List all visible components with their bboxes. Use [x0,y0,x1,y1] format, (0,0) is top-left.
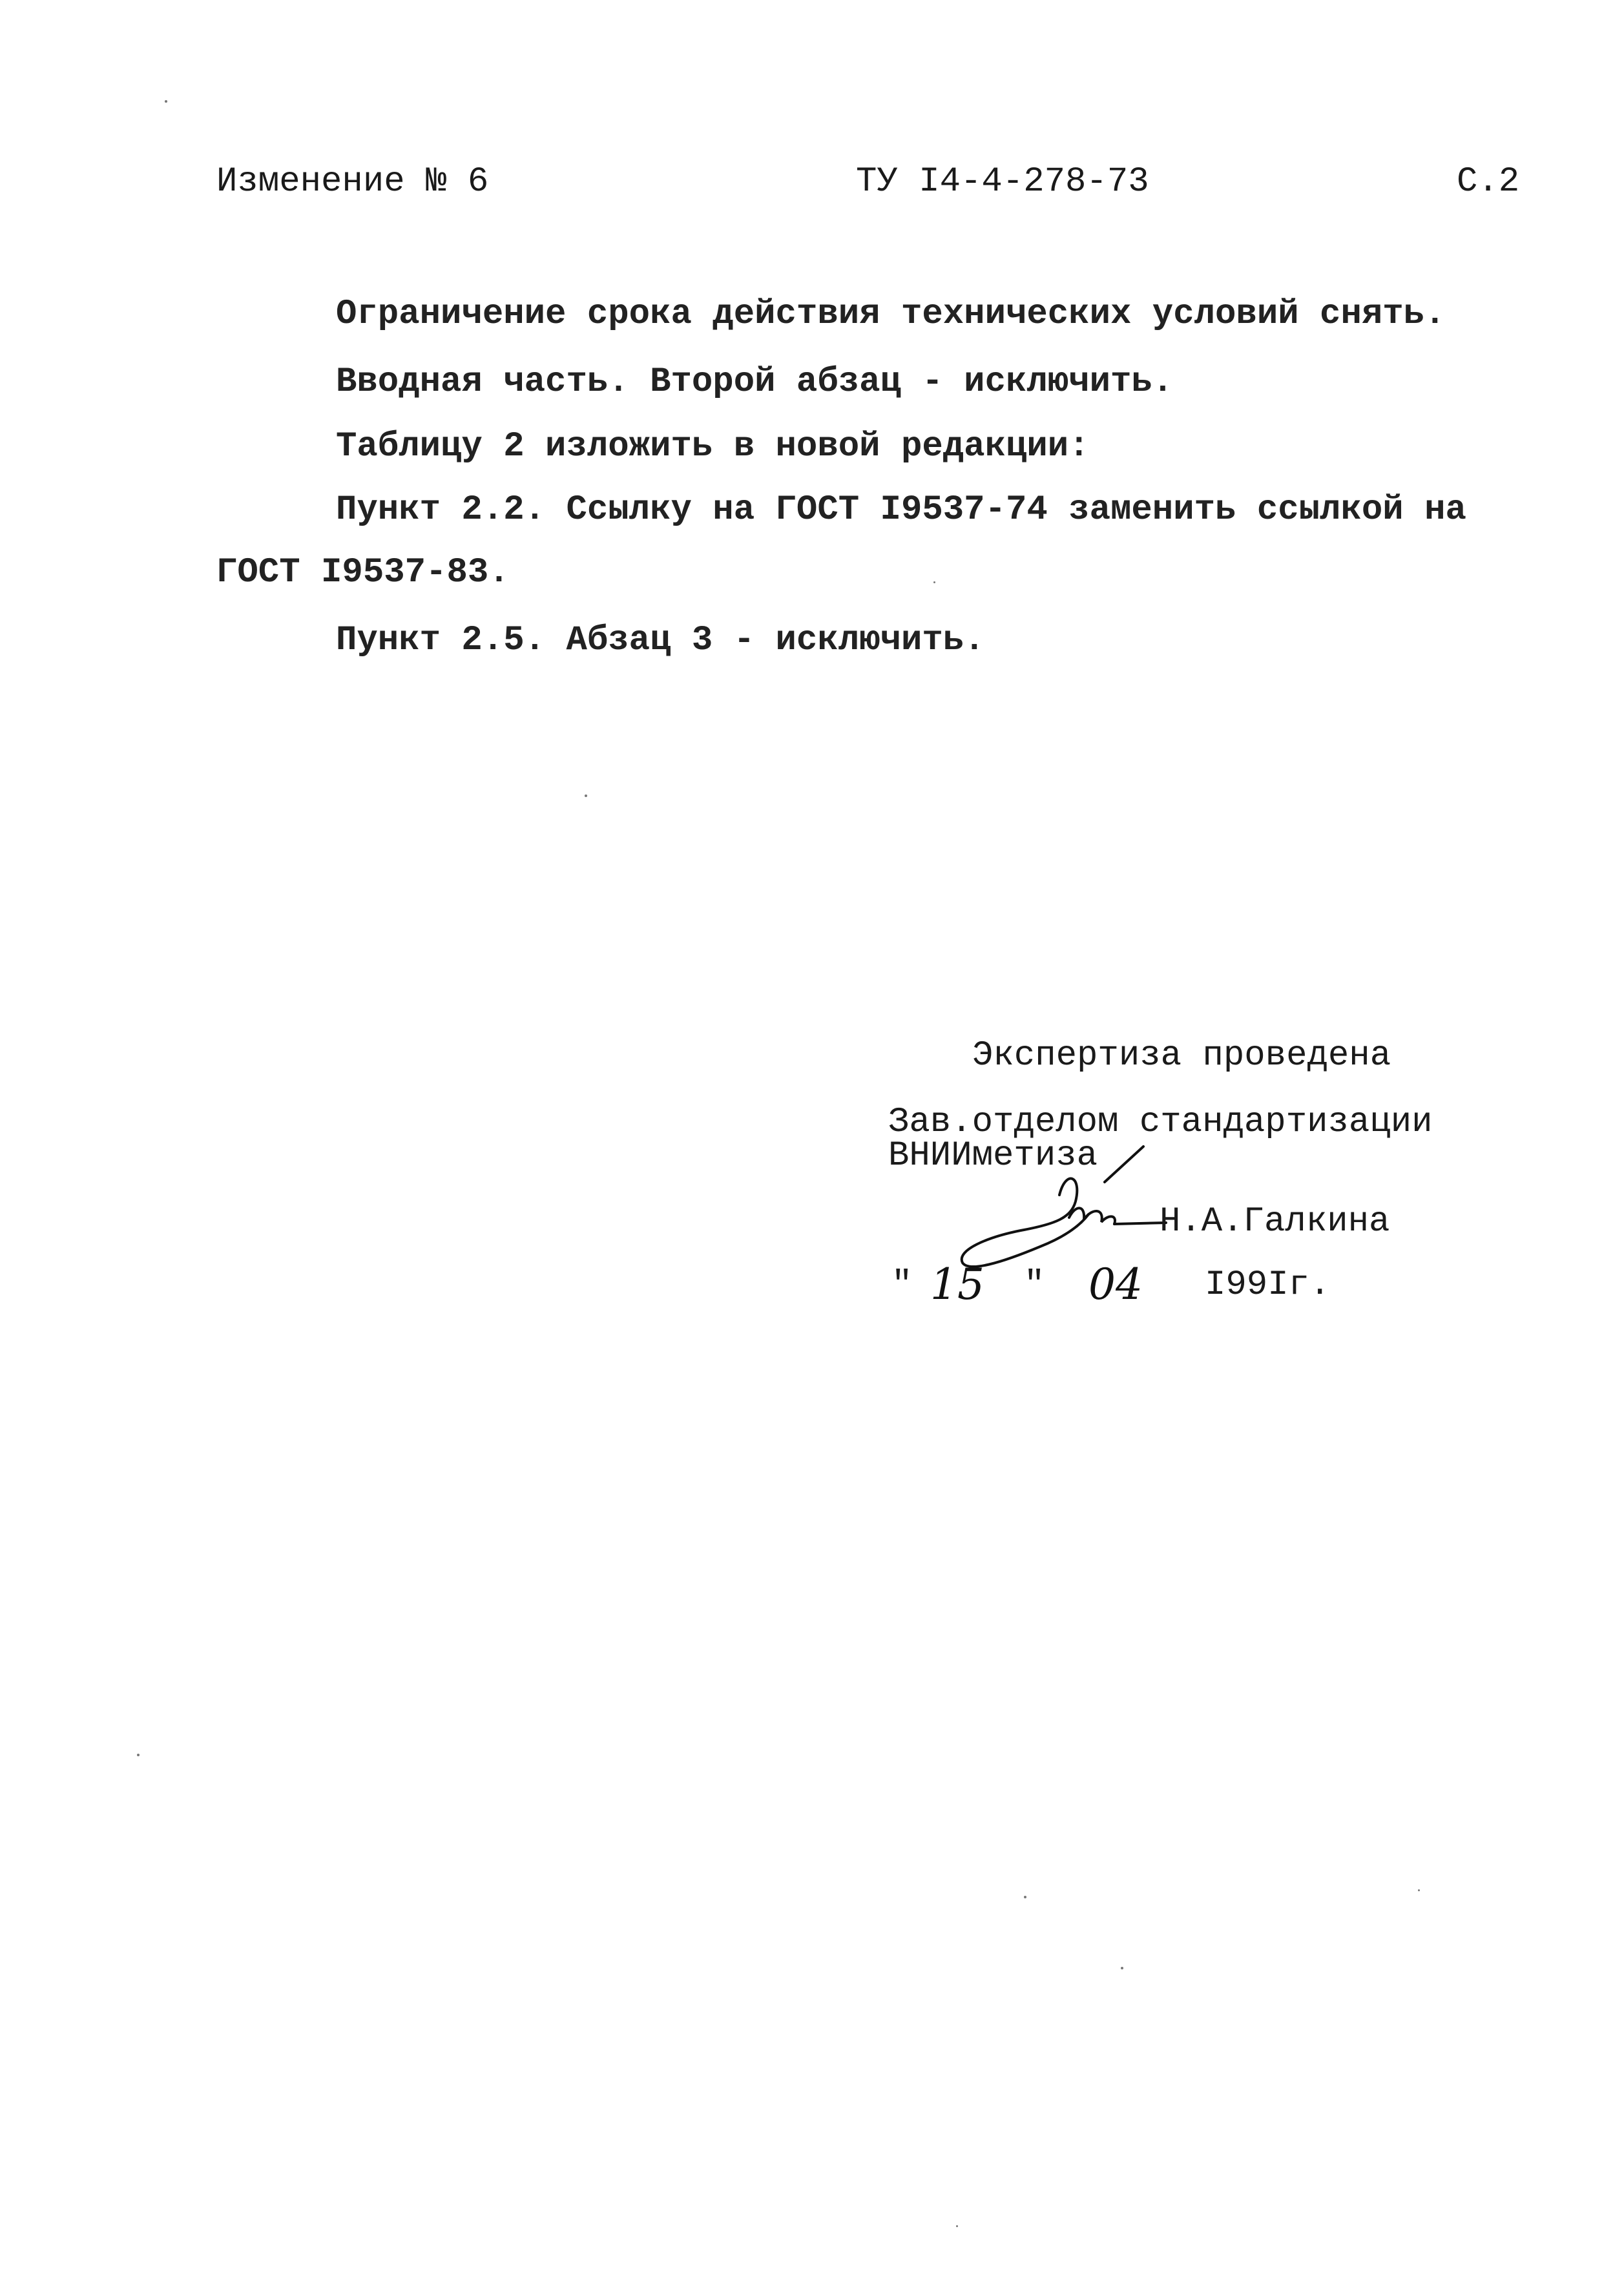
scan-speck [956,2225,958,2227]
body-line: Пункт 2.5. Абзац 3 - исключить. [336,621,985,660]
date-day-handwritten: 15 [930,1260,984,1309]
change-number: Изменение № 6 [216,162,489,202]
position-line-2: ВНИИметиза [888,1136,1098,1176]
position-line-1: Зав.отделом стандартизации [888,1103,1433,1142]
date-quote-close: " [1024,1265,1045,1305]
body-line: Ограничение срока действия технических условий снять. [336,295,1446,334]
date-quote-open: " [891,1265,913,1305]
body-line: Вводная часть. Второй абзац - исключить. [336,362,1174,402]
signer-name: Н.А.Галкина [1160,1202,1390,1241]
scan-speck [137,1754,140,1756]
body-line: Пункт 2.2. Ссылку на ГОСТ I9537-74 заменить ссылкой на [336,490,1466,530]
body-line: Таблицу 2 изложить в новой редакции: [336,427,1090,466]
scan-speck [1024,1896,1026,1898]
expertise-title: Экспертиза проведена [972,1036,1391,1075]
date-month-handwritten: 04 [1088,1260,1143,1309]
scan-speck [933,581,935,583]
document-code: ТУ I4-4-278-73 [856,162,1149,202]
scan-speck [1121,1967,1123,1969]
scan-speck [1418,1889,1420,1891]
scan-speck [165,100,167,103]
body-line: ГОСТ I9537-83. [216,553,510,592]
page-number: С.2 [1457,162,1520,202]
scan-speck [585,794,587,797]
date-year: I99Iг. [1205,1265,1331,1305]
